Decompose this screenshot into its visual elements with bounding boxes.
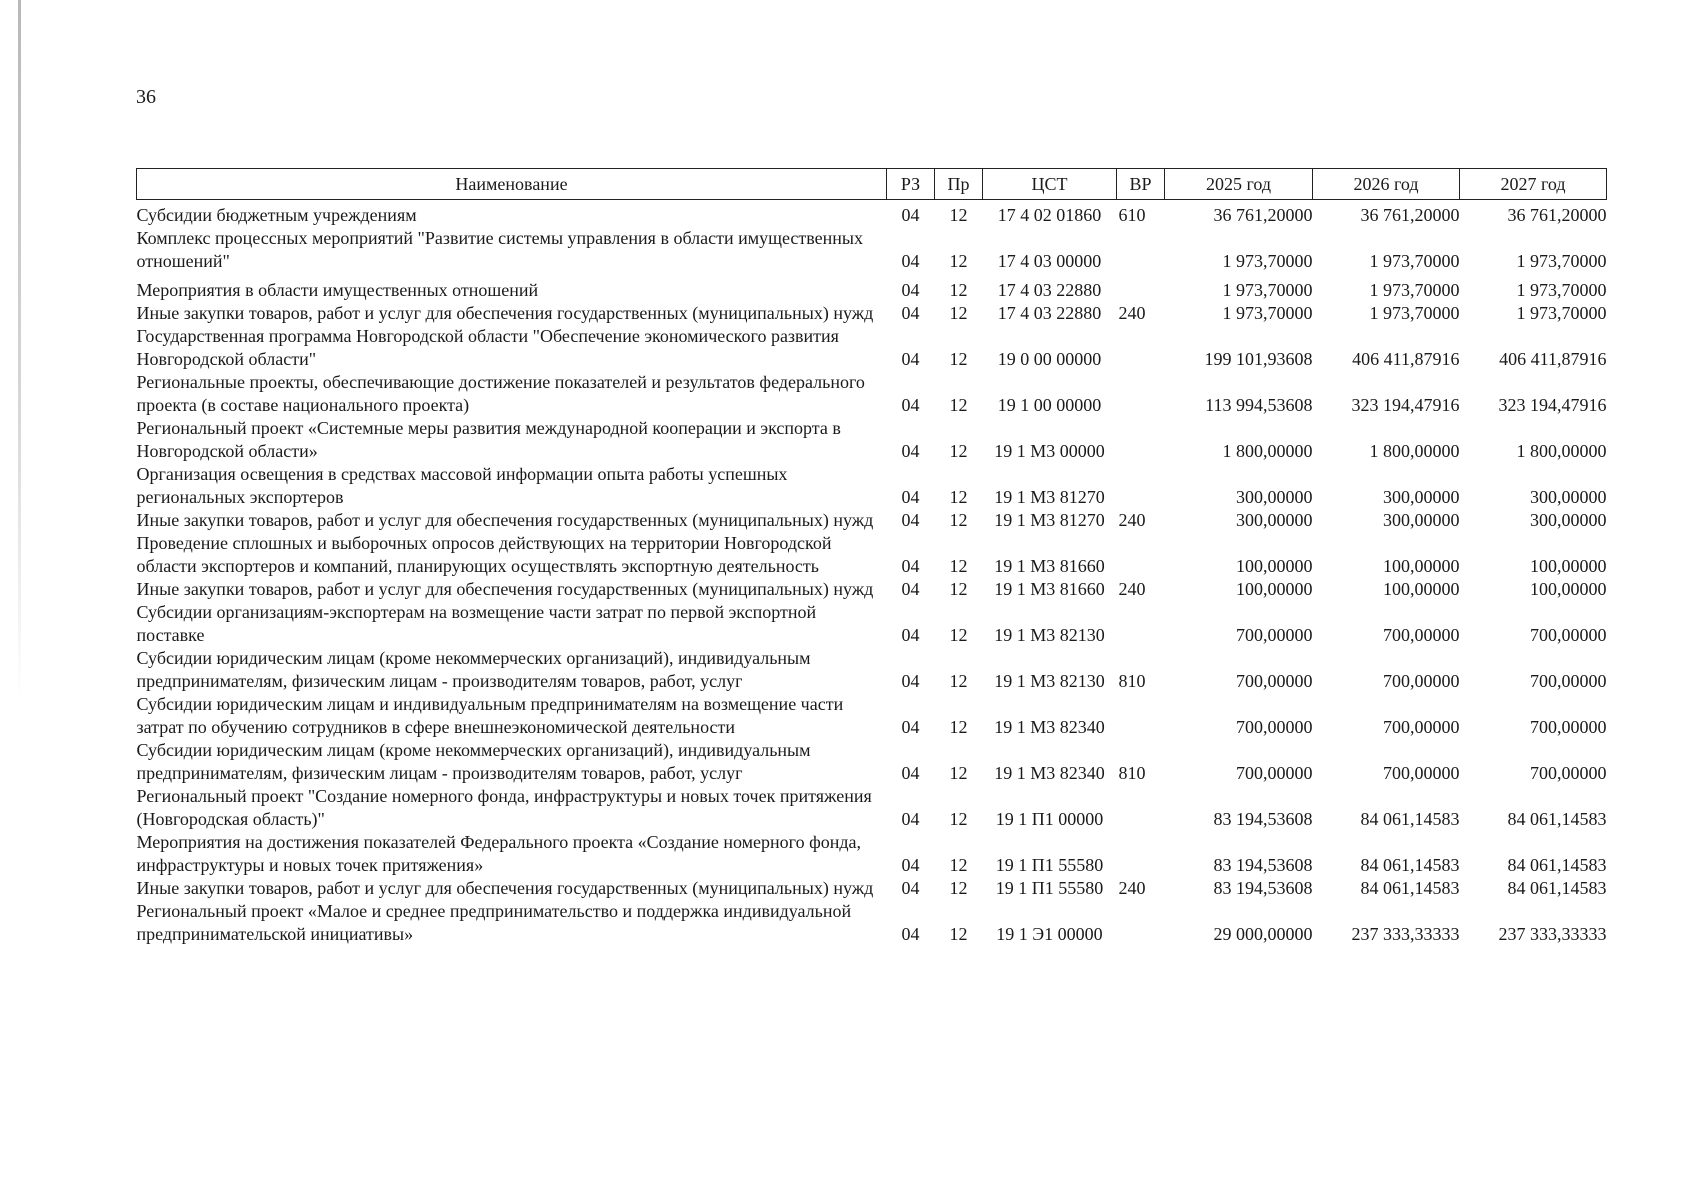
row-name: Мероприятия на достижения показателей Федерального проекта «Создание номерного фонда, инфраструктуры и новых точек притяжения» bbox=[136, 832, 862, 875]
table-row bbox=[137, 578, 1607, 601]
row-2026: 84 061,14583 bbox=[1360, 809, 1460, 829]
row-vr bbox=[1117, 325, 1165, 371]
row-cst: 19 0 00 00000 bbox=[997, 349, 1102, 369]
row-2026: 406 411,87916 bbox=[1352, 349, 1460, 369]
row-name: Субсидии юридическим лицам (кроме некоммерческих организаций), индивидуальным предпринимателям, физическим лицам - производителям товаров, работ, услуг bbox=[136, 740, 811, 783]
row-rz: 04 bbox=[901, 671, 920, 691]
row-pr: 12 bbox=[949, 579, 968, 599]
table-row bbox=[137, 601, 1607, 647]
row-vr bbox=[1117, 831, 1165, 877]
row-2025: 83 194,53608 bbox=[1213, 878, 1313, 898]
row-pr: 12 bbox=[949, 280, 968, 300]
row-cst: 17 4 03 22880 bbox=[997, 280, 1102, 300]
table-row bbox=[137, 302, 1607, 325]
header-cst: ЦСТ bbox=[983, 169, 1117, 200]
table-row bbox=[137, 647, 1607, 693]
row-2025: 300,00000 bbox=[1236, 487, 1313, 507]
row-2025: 1 973,70000 bbox=[1222, 251, 1313, 271]
row-vr: 240 bbox=[1118, 878, 1146, 898]
row-name: Иные закупки товаров, работ и услуг для обеспечения государственных (муниципальных) нужд bbox=[136, 510, 874, 530]
row-2025: 36 761,20000 bbox=[1213, 205, 1313, 225]
row-2027: 700,00000 bbox=[1530, 763, 1607, 783]
row-2025: 1 800,00000 bbox=[1222, 441, 1313, 461]
row-cst: 17 4 03 00000 bbox=[997, 251, 1102, 271]
row-2026: 700,00000 bbox=[1383, 717, 1460, 737]
row-2026: 300,00000 bbox=[1383, 510, 1460, 530]
header-2026: 2026 год bbox=[1313, 169, 1460, 200]
row-2025: 199 101,93608 bbox=[1204, 349, 1313, 369]
row-rz: 04 bbox=[901, 349, 920, 369]
row-cst: 19 1 М3 82340 bbox=[994, 717, 1105, 737]
row-2026: 1 800,00000 bbox=[1369, 441, 1460, 461]
row-vr bbox=[1117, 463, 1165, 509]
row-2026: 700,00000 bbox=[1383, 671, 1460, 691]
row-2025: 100,00000 bbox=[1236, 556, 1313, 576]
row-vr: 810 bbox=[1118, 671, 1146, 691]
header-rz: РЗ bbox=[887, 169, 935, 200]
row-2026: 36 761,20000 bbox=[1360, 205, 1460, 225]
row-cst: 19 1 М3 82340 bbox=[994, 763, 1105, 783]
header-pr: Пр bbox=[935, 169, 983, 200]
row-vr: 810 bbox=[1118, 763, 1146, 783]
row-name: Иные закупки товаров, работ и услуг для обеспечения государственных (муниципальных) нужд bbox=[136, 878, 874, 898]
row-rz: 04 bbox=[901, 441, 920, 461]
row-rz: 04 bbox=[901, 303, 920, 323]
row-2027: 84 061,14583 bbox=[1507, 878, 1607, 898]
row-vr: 240 bbox=[1118, 579, 1146, 599]
row-2027: 100,00000 bbox=[1530, 556, 1607, 576]
row-rz: 04 bbox=[901, 487, 920, 507]
row-2027: 100,00000 bbox=[1530, 579, 1607, 599]
row-2026: 1 973,70000 bbox=[1369, 251, 1460, 271]
table-row bbox=[137, 831, 1607, 877]
row-name: Субсидии юридическим лицам и индивидуальным предпринимателям на возмещение части затрат по обучению сотрудников в сфере внешнеэкономической деятельности bbox=[136, 694, 844, 737]
row-cst: 17 4 03 22880 bbox=[997, 303, 1102, 323]
row-2027: 1 973,70000 bbox=[1516, 251, 1607, 271]
table-row bbox=[137, 877, 1607, 900]
row-2025: 83 194,53608 bbox=[1213, 809, 1313, 829]
row-2025: 700,00000 bbox=[1236, 763, 1313, 783]
row-cst: 19 1 М3 81660 bbox=[994, 579, 1105, 599]
header-vr: ВР bbox=[1117, 169, 1165, 200]
row-cst: 19 1 М3 81270 bbox=[994, 487, 1105, 507]
row-vr bbox=[1117, 417, 1165, 463]
row-cst: 19 1 П1 55580 bbox=[995, 878, 1104, 898]
row-2026: 100,00000 bbox=[1383, 579, 1460, 599]
row-vr bbox=[1117, 532, 1165, 578]
page-number: 36 bbox=[136, 86, 156, 108]
table-row bbox=[137, 227, 1607, 273]
row-name: Региональные проекты, обеспечивающие достижение показателей и результатов федерального проекта (в составе национального проекта) bbox=[136, 372, 865, 415]
row-2025: 700,00000 bbox=[1236, 671, 1313, 691]
row-pr: 12 bbox=[949, 441, 968, 461]
table-row bbox=[137, 739, 1607, 785]
row-rz: 04 bbox=[901, 924, 920, 944]
row-rz: 04 bbox=[901, 717, 920, 737]
row-cst: 19 1 П1 00000 bbox=[995, 809, 1104, 829]
row-rz: 04 bbox=[901, 395, 920, 415]
table-row bbox=[137, 900, 1607, 946]
row-2027: 36 761,20000 bbox=[1507, 205, 1607, 225]
table-row bbox=[137, 509, 1607, 532]
row-name: Региональный проект «Системные меры развития международной кооперации и экспорта в Новгородской области» bbox=[136, 418, 841, 461]
row-2026: 323 194,47916 bbox=[1351, 395, 1460, 415]
row-name: Иные закупки товаров, работ и услуг для обеспечения государственных (муниципальных) нужд bbox=[136, 303, 874, 323]
row-rz: 04 bbox=[901, 855, 920, 875]
row-pr: 12 bbox=[949, 205, 968, 225]
row-2025: 1 973,70000 bbox=[1222, 280, 1313, 300]
header-2025: 2025 год bbox=[1165, 169, 1313, 200]
row-name: Субсидии юридическим лицам (кроме некоммерческих организаций), индивидуальным предпринимателям, физическим лицам - производителям товаров, работ, услуг bbox=[136, 648, 811, 691]
row-2026: 300,00000 bbox=[1383, 487, 1460, 507]
row-name: Проведение сплошных и выборочных опросов действующих на территории Новгородской области экспортеров и компаний, планирующих осуществлять экспортную деятельность bbox=[136, 533, 832, 576]
row-name: Субсидии организациям-экспортерам на возмещение части затрат по первой экспортной поставке bbox=[136, 602, 817, 645]
row-pr: 12 bbox=[949, 487, 968, 507]
row-rz: 04 bbox=[901, 280, 920, 300]
table-row bbox=[137, 325, 1607, 371]
table-row bbox=[137, 200, 1607, 228]
row-vr bbox=[1117, 227, 1165, 273]
table-row bbox=[137, 371, 1607, 417]
row-pr: 12 bbox=[949, 924, 968, 944]
row-2027: 1 973,70000 bbox=[1516, 303, 1607, 323]
row-vr: 240 bbox=[1118, 303, 1146, 323]
row-pr: 12 bbox=[949, 625, 968, 645]
row-2026: 700,00000 bbox=[1383, 625, 1460, 645]
row-2027: 323 194,47916 bbox=[1498, 395, 1607, 415]
row-pr: 12 bbox=[949, 671, 968, 691]
header-2027: 2027 год bbox=[1460, 169, 1607, 200]
row-pr: 12 bbox=[949, 556, 968, 576]
row-cst: 19 1 М3 81270 bbox=[994, 510, 1105, 530]
row-rz: 04 bbox=[901, 625, 920, 645]
header-row bbox=[137, 169, 1607, 200]
row-rz: 04 bbox=[901, 579, 920, 599]
row-pr: 12 bbox=[949, 510, 968, 530]
row-pr: 12 bbox=[949, 763, 968, 783]
row-2027: 300,00000 bbox=[1530, 487, 1607, 507]
row-cst: 19 1 М3 81660 bbox=[994, 556, 1105, 576]
row-2027: 700,00000 bbox=[1530, 671, 1607, 691]
row-2027: 700,00000 bbox=[1530, 717, 1607, 737]
row-vr: 240 bbox=[1118, 510, 1146, 530]
row-name: Государственная программа Новгородской области "Обеспечение экономического развития Новгородской области" bbox=[136, 326, 839, 369]
row-vr bbox=[1117, 601, 1165, 647]
scan-edge-shadow bbox=[18, 0, 21, 700]
table-row bbox=[137, 417, 1607, 463]
row-2027: 84 061,14583 bbox=[1507, 855, 1607, 875]
row-pr: 12 bbox=[949, 349, 968, 369]
row-rz: 04 bbox=[901, 205, 920, 225]
row-rz: 04 bbox=[901, 878, 920, 898]
row-2025: 700,00000 bbox=[1236, 717, 1313, 737]
row-2025: 700,00000 bbox=[1236, 625, 1313, 645]
row-rz: 04 bbox=[901, 763, 920, 783]
row-name: Комплекс процессных мероприятий "Развитие системы управления в области имущественных отношений" bbox=[136, 228, 864, 271]
row-cst: 19 1 Э1 00000 bbox=[996, 924, 1103, 944]
row-cst: 17 4 02 01860 bbox=[997, 205, 1102, 225]
table-body bbox=[137, 200, 1607, 947]
row-rz: 04 bbox=[901, 556, 920, 576]
row-2025: 29 000,00000 bbox=[1213, 924, 1313, 944]
row-2026: 100,00000 bbox=[1383, 556, 1460, 576]
budget-table bbox=[136, 168, 1607, 946]
row-name: Иные закупки товаров, работ и услуг для обеспечения государственных (муниципальных) нужд bbox=[136, 579, 874, 599]
row-name: Субсидии бюджетным учреждениям bbox=[136, 205, 417, 225]
row-2025: 83 194,53608 bbox=[1213, 855, 1313, 875]
row-2027: 700,00000 bbox=[1530, 625, 1607, 645]
row-pr: 12 bbox=[949, 395, 968, 415]
row-2027: 406 411,87916 bbox=[1499, 349, 1607, 369]
table-row bbox=[137, 785, 1607, 831]
row-2025: 113 994,53608 bbox=[1205, 395, 1313, 415]
row-rz: 04 bbox=[901, 809, 920, 829]
row-2026: 84 061,14583 bbox=[1360, 878, 1460, 898]
row-cst: 19 1 М3 82130 bbox=[994, 625, 1105, 645]
row-vr bbox=[1117, 785, 1165, 831]
table-row bbox=[137, 532, 1607, 578]
row-2026: 1 973,70000 bbox=[1369, 280, 1460, 300]
row-rz: 04 bbox=[901, 251, 920, 271]
row-2026: 1 973,70000 bbox=[1369, 303, 1460, 323]
table-row bbox=[137, 693, 1607, 739]
row-pr: 12 bbox=[949, 251, 968, 271]
row-name: Мероприятия в области имущественных отношений bbox=[136, 280, 539, 300]
row-vr: 610 bbox=[1118, 205, 1146, 225]
row-2027: 237 333,33333 bbox=[1498, 924, 1607, 944]
row-2027: 1 973,70000 bbox=[1516, 280, 1607, 300]
row-2027: 84 061,14583 bbox=[1507, 809, 1607, 829]
row-2026: 700,00000 bbox=[1383, 763, 1460, 783]
row-2025: 100,00000 bbox=[1236, 579, 1313, 599]
row-2027: 300,00000 bbox=[1530, 510, 1607, 530]
row-pr: 12 bbox=[949, 855, 968, 875]
row-cst: 19 1 М3 82130 bbox=[994, 671, 1105, 691]
row-vr bbox=[1117, 693, 1165, 739]
row-vr bbox=[1117, 900, 1165, 946]
row-pr: 12 bbox=[949, 717, 968, 737]
row-pr: 12 bbox=[949, 878, 968, 898]
row-name: Региональный проект "Создание номерного фонда, инфраструктуры и новых точек притяжения (Новгородская область)" bbox=[136, 786, 872, 829]
table-row bbox=[137, 463, 1607, 509]
row-name: Организация освещения в средствах массовой информации опыта работы успешных региональных экспортеров bbox=[136, 464, 788, 507]
row-cst: 19 1 М3 00000 bbox=[994, 441, 1105, 461]
header-name: Наименование bbox=[137, 169, 887, 200]
row-cst: 19 1 П1 55580 bbox=[995, 855, 1104, 875]
row-2025: 1 973,70000 bbox=[1222, 303, 1313, 323]
row-vr bbox=[1117, 371, 1165, 417]
table-row bbox=[137, 273, 1607, 302]
row-rz: 04 bbox=[901, 510, 920, 530]
row-2026: 84 061,14583 bbox=[1360, 855, 1460, 875]
row-cst: 19 1 00 00000 bbox=[997, 395, 1102, 415]
table-header bbox=[137, 169, 1607, 200]
row-pr: 12 bbox=[949, 303, 968, 323]
row-2026: 237 333,33333 bbox=[1351, 924, 1460, 944]
row-pr: 12 bbox=[949, 809, 968, 829]
row-vr bbox=[1117, 273, 1165, 302]
row-2025: 300,00000 bbox=[1236, 510, 1313, 530]
row-2027: 1 800,00000 bbox=[1516, 441, 1607, 461]
row-name: Региональный проект «Малое и среднее предпринимательство и поддержка индивидуальной предпринимательской инициативы» bbox=[136, 901, 852, 944]
